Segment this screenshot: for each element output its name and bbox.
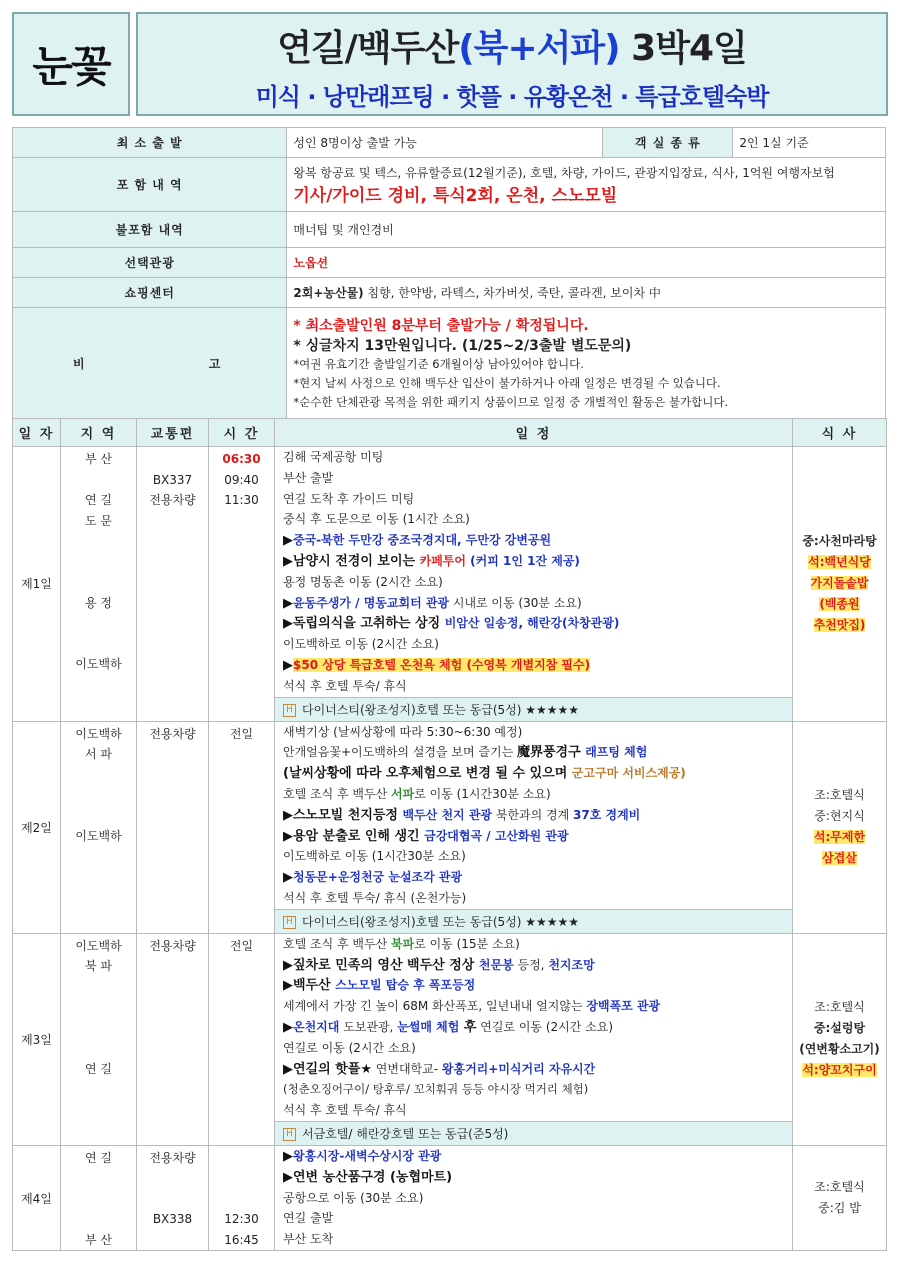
meal-line [793,1039,886,1060]
itinerary-text: 이도백하로 이동 (2시간 소요) [283,637,439,652]
region-name [61,613,136,634]
hotel-name: 다이너스티(왕조성지)호텔 또는 동급(5성) ★★★★★ [302,702,580,717]
transport-cell [137,447,209,722]
itinerary-text: 카페투어 [419,553,466,568]
itinerary-text: ▶연길의 핫플★ [283,1061,372,1077]
itinerary-line [275,763,792,784]
min-departure-value: 성인 8명이상 출발 가능 [287,128,603,158]
meal-line [793,1018,886,1039]
time-cell [209,933,275,1145]
region-name: 연 길 [85,1061,112,1076]
itinerary-text: ▶ [283,870,293,886]
day-label: 제1일 [13,447,61,722]
remark-passport: *여권 유효기간 출발일기준 6개월이상 남아있어야 합니다. [293,357,584,371]
itinerary-text: 호텔 조식 후 백두산 [283,786,391,801]
time-value: 06:30 [222,452,261,466]
itinerary-text: 군고구마 서비스제공) [571,766,686,781]
meal-line [793,1177,886,1198]
itinerary-line [275,489,792,510]
included-label: 포 함 내 역 [13,158,287,212]
itinerary-text: 왕홍시장-새벽수상시장 관광 [293,1148,442,1163]
itinerary-text: 왕홍거리+미식거리 자유시간 [441,1061,596,1076]
itinerary-text: 윤동주생가 / 명동교회터 관광 [293,595,450,610]
meal-item: 추천맛집) [813,618,866,633]
itinerary-line [275,1167,792,1188]
time-value: 16:45 [224,1232,259,1247]
hotel-icon: H [283,1128,296,1141]
region-cell [61,1145,137,1251]
remark-group: *순수한 단체관광 목적을 위한 패키지 상품이므로 일정 중 개별적인 활동은 불가합니다. [293,395,729,409]
transport-cell [137,721,209,933]
itinerary-text: ▶ [283,533,293,549]
itinerary-line [275,934,792,955]
meal-cell [793,447,887,722]
itinerary-text: 등정, [513,957,549,972]
itinerary-line [275,530,792,551]
region-name [61,1018,136,1039]
hotel-name: 서금호텔/ 해란강호텔 또는 동급(준5성) [302,1126,509,1141]
remarks-label: 비 고 [13,308,287,420]
meal-item: 중:김 밥 [818,1201,861,1216]
itinerary-line [275,1059,792,1080]
itinerary-text: 로 이동 (1시간30분 소요) [414,786,551,801]
itinerary-line [275,826,792,847]
included-highlight: 기사/가이드 경비, 특식2회, 온천, 스노모빌 [293,185,618,206]
col-day: 일 자 [13,419,61,447]
room-type-value: 2인 1실 기준 [733,128,886,158]
schedule-row [13,721,887,933]
shopping-count: 2회+농산물) [293,286,364,300]
itinerary-text: 북파 [391,936,415,951]
shopping-label: 쇼핑센터 [13,278,287,308]
schedule-row [13,933,887,1145]
hotel-info [275,1121,792,1145]
region-name: 부 산 [85,452,112,466]
itinerary-text: 부산 도착 [283,1232,334,1247]
itinerary-text: ▶ [283,1019,293,1035]
region-name [61,634,136,655]
itinerary-line [275,655,792,676]
col-transport: 교통편 [137,419,209,447]
region-cell [61,933,137,1145]
meal-item: 석:백년식당 [808,555,871,570]
region-name: 용 정 [85,595,112,610]
time-cell [209,721,275,933]
hotel-info [275,697,792,721]
meal-item: 삼겹살 [822,851,857,866]
time-value [209,1168,274,1189]
meal-item: 중:사천마라탕 [802,534,877,549]
col-time: 시 간 [209,419,275,447]
itinerary-text: (청춘오징어구이/ 탕후루/ 꼬치훠궈 등등 야시장 먹거리 체험) [283,1082,589,1097]
time-value: 전일 [229,938,254,953]
itinerary-line [275,805,792,826]
min-departure-label: 최 소 출 발 [13,128,287,158]
region-name [61,765,136,786]
optional-tour-value: 노옵션 [287,248,886,278]
itinerary-line [275,676,792,697]
room-type-label: 객 실 종 류 [603,128,733,158]
transport-cell [137,933,209,1145]
itinerary-line [275,1208,792,1229]
time-value [209,1189,274,1210]
title-prefix: 연길/백두산 [277,28,459,69]
schedule-row [13,447,887,722]
title-box [136,12,888,116]
meal-line [793,1198,886,1219]
itinerary-text: 연길로 이동 (2시간 소요) [476,1019,614,1034]
region-name [61,1168,136,1189]
itinerary-text: 비암산 일송정, 해란강(차창관광) [444,616,620,631]
itinerary-line [275,996,792,1017]
itinerary-text: $50 상당 특급호텔 온천욕 체험 (수영복 개별지참 필수) [293,657,591,672]
time-value: 전일 [229,726,254,741]
itinerary-text: 부산 출발 [283,470,334,485]
day-label: 제4일 [13,1145,61,1251]
title-highlight: (북+서파) [458,28,620,69]
itinerary-text: 연길로 이동 (2시간 소요) [283,1040,416,1055]
itinerary-text: 스노모빌 탑승 후 폭포등정 [335,978,476,993]
itinerary-text: 호텔 조식 후 백두산 [283,936,391,951]
itinerary-line [275,1188,792,1209]
included-line: 왕복 항공료 및 텍스, 유류할증료(12월기준), 호텔, 차량, 가이드, 관광지입장료, 식사, 1억원 여행자보험 [293,165,835,180]
itinerary-text: 후 [459,1019,477,1035]
itinerary-line [275,1146,792,1167]
transport-name: 전용차량 [149,493,196,507]
itinerary-text: 공항으로 이동 (30분 소요) [283,1190,424,1205]
region-name [61,785,136,806]
time-value [209,1148,274,1169]
itinerary-line [275,1100,792,1121]
itinerary-line [275,846,792,867]
itinerary-text: 석식 후 호텔 투숙/ 휴식 [283,678,407,693]
region-cell [61,721,137,933]
itinerary-text: ▶ [283,595,293,611]
region-name [61,572,136,593]
itinerary-cell [275,933,793,1145]
itinerary-text: ▶독립의식을 고취하는 상징 [283,616,445,632]
transport-name: BX338 [152,1212,193,1227]
itinerary-text: 이도백하로 이동 (1시간30분 소요) [283,849,466,864]
time-value: 11:30 [224,493,259,507]
itinerary-line [275,613,792,634]
region-name [61,806,136,827]
page-title [138,20,886,71]
itinerary-line [275,722,792,743]
meal-item: 조:호텔식 [814,788,865,803]
itinerary-text: 중식 후 도문으로 이동 (1시간 소요) [283,512,470,527]
itinerary-text: 천문봉 [478,957,514,972]
itinerary-line [275,572,792,593]
itinerary-text: 연길 출발 [283,1211,334,1226]
meal-item: (백종원 [819,597,860,612]
time-cell [209,447,275,722]
itinerary-text: ▶스노모빌 천지등정 [283,807,403,823]
itinerary-line [275,1229,792,1250]
meal-item: 석:양꼬치구이 [802,1063,877,1078]
itinerary-text: 청동문+운정천궁 눈설조각 관광 [293,870,463,885]
itinerary-text: 새벽기상 (날씨상황에 따라 5:30~6:30 예정) [283,724,523,739]
region-name [61,552,136,573]
itinerary-cell [275,721,793,933]
region-name: 서 파 [85,747,112,762]
itinerary-text: 연변대학교- [371,1061,442,1076]
shopping-cell [287,278,886,308]
region-name: 이도백하 [75,938,122,953]
schedule-row [13,1145,887,1251]
itinerary-text: 도보관광, [339,1019,398,1034]
transport-name [137,1168,208,1189]
remark-min-people: * 최소출발인원 8분부터 출발가능 / 확정됩니다. [293,318,589,334]
itinerary-text: 김해 국제공항 미팅 [283,450,384,464]
itinerary-line [275,784,792,805]
region-name [61,1038,136,1059]
itinerary-text: ▶연변 농산품구경 (농협마트) [283,1169,453,1185]
col-region: 지 역 [61,419,137,447]
region-name: 도 문 [85,513,112,528]
page-subtitle: 미식 · 낭만래프팅 · 핫플 · 유황온천 · 특급호텔숙박 [255,83,769,111]
remark-weather: *현지 날씨 사정으로 인해 백두산 입산이 불가하거나 아래 일정은 변경될 수 있습니다. [293,376,721,390]
region-name [61,531,136,552]
region-name [61,470,136,491]
meal-line [793,531,886,552]
itinerary-text: 중국-북한 두만강 중조국경지대, 두만강 강변공원 [293,533,552,548]
col-meal: 식 사 [793,419,887,447]
col-itinerary: 일 정 [275,419,793,447]
excluded-label: 불포함 내역 [13,212,287,248]
day-label: 제3일 [13,933,61,1145]
itinerary-text: 세계에서 가장 긴 높이 68M 화산폭포, 일년내내 얼지않는 [283,999,587,1014]
region-name: 북 파 [85,959,112,974]
meal-item: 가지돌솥밥 [810,576,869,591]
itinerary-line [275,1038,792,1059]
region-name: 이도백하 [75,726,122,741]
region-name: 부 산 [85,1232,112,1247]
itinerary-line [275,634,792,655]
region-cell [61,447,137,722]
itinerary-line [275,742,792,763]
itinerary-line [275,888,792,909]
included-cell [287,158,886,212]
hotel-info [275,909,792,933]
time-value: 12:30 [224,1212,259,1227]
meal-item: 조:호텔식 [814,1000,865,1015]
transport-name: BX337 [152,472,193,487]
itinerary-text: 금강대협곡 / 고산화원 관광 [424,828,569,843]
title-suffix: 3박4일 [619,28,747,69]
brand-logo: 눈꽃 [12,12,130,116]
meal-line [793,785,886,806]
meal-line [793,827,886,848]
excluded-value: 매너팁 및 개인경비 [287,212,886,248]
itinerary-text: 백두산 천지 관광 [402,807,493,822]
meal-item: 조:호텔식 [814,1180,865,1195]
itinerary-text: 연길 도착 후 가이드 미팅 [283,491,415,506]
itinerary-text: 북한과의 경계 [492,807,574,822]
itinerary-text: (커피 1인 1잔 제공) [465,553,580,568]
itinerary-text: 37호 경계비 [573,807,641,822]
meal-line [793,848,886,869]
region-name: 연 길 [85,1150,112,1165]
itinerary-line [275,1017,792,1038]
hotel-icon: H [283,916,296,929]
meal-line [793,615,886,636]
hotel-name: 다이너스티(왕조성지)호텔 또는 동급(5성) ★★★★★ [302,914,580,929]
meal-cell [793,1145,887,1251]
info-table [12,127,886,420]
meal-item: 석:무제한 [813,830,866,845]
itinerary-line [275,975,792,996]
meal-line [793,573,886,594]
time-value: 09:40 [224,472,259,487]
itinerary-text: 용정 명동촌 이동 (2시간 소요) [283,574,443,589]
transport-name: 전용차량 [149,726,196,741]
hotel-icon: H [283,704,296,717]
header [12,12,888,118]
remarks-cell [287,308,886,420]
region-name [61,1209,136,1230]
region-name: 연 길 [85,493,112,507]
itinerary-text: ▶짚차로 민족의 영산 백두산 정상 [283,957,479,973]
remark-single-charge: * 싱글차지 13만원입니다. (1/25~2/3출발 별도문의) [293,338,632,354]
meal-line [793,806,886,827]
itinerary-text: 래프팅 체험 [585,745,648,760]
itinerary-text: (날씨상황에 따라 오후체험으로 변경 될 수 있으며 [283,766,572,782]
meal-line [793,552,886,573]
time-cell [209,1145,275,1251]
region-name [61,997,136,1018]
itinerary-cell [275,447,793,722]
itinerary-text: 장백폭포 관광 [586,999,661,1014]
itinerary-line [275,509,792,530]
meal-item: (연변황소고기) [799,1042,880,1057]
itinerary-line [275,955,792,976]
transport-name [137,449,208,470]
transport-name [137,1189,208,1210]
optional-tour-label: 선택관광 [13,248,287,278]
meal-line [793,594,886,615]
itinerary-text: 시내로 이동 (30분 소요) [449,595,582,610]
itinerary-text: ▶용암 분출로 인해 생긴 [283,828,425,844]
region-name: 이도백하 [75,829,122,844]
itinerary-text: ▶남양시 전경이 보이는 [283,553,420,569]
region-name [61,977,136,998]
itinerary-text: 온천지대 [293,1019,340,1034]
schedule-table [12,418,887,1251]
region-name [61,1189,136,1210]
meal-line [793,997,886,1018]
itinerary-text: 석식 후 호텔 투숙/ 휴식 [283,1103,407,1118]
itinerary-line [275,1079,792,1100]
region-name: 이도백하 [75,657,122,671]
meal-cell [793,721,887,933]
itinerary-cell [275,1145,793,1251]
itinerary-text: 석식 후 호텔 투숙/ 휴식 (온천가능) [283,890,467,905]
itinerary-text: 로 이동 (15분 소요) [414,936,520,951]
shopping-list: 침향, 한약방, 라텍스, 차가버섯, 죽탄, 콜라겐, 보이차 中 [363,286,661,300]
itinerary-line [275,551,792,572]
itinerary-text: 눈썰매 체험 [397,1019,460,1034]
itinerary-text: 안개얼음꽃+이도백하의 설경을 보며 즐기는 [283,745,517,760]
itinerary-text: ▶ [283,1148,293,1164]
meal-line [793,1060,886,1081]
itinerary-text: 천지조망 [548,957,595,972]
transport-cell [137,1145,209,1251]
itinerary-line [275,447,792,468]
itinerary-text: ▶백두산 [283,978,336,994]
day-label: 제2일 [13,721,61,933]
transport-name: 전용차량 [149,938,196,953]
itinerary-line [275,867,792,888]
itinerary-text: ▶ [283,657,293,673]
itinerary-line [275,593,792,614]
meal-cell [793,933,887,1145]
itinerary-line [275,468,792,489]
meal-item: 중:현지식 [814,809,865,824]
transport-name: 전용차량 [149,1150,196,1165]
meal-item: 중:설렁탕 [813,1021,866,1036]
itinerary-text: 魔界풍경구 [516,745,586,761]
itinerary-text: 서파 [391,786,415,801]
